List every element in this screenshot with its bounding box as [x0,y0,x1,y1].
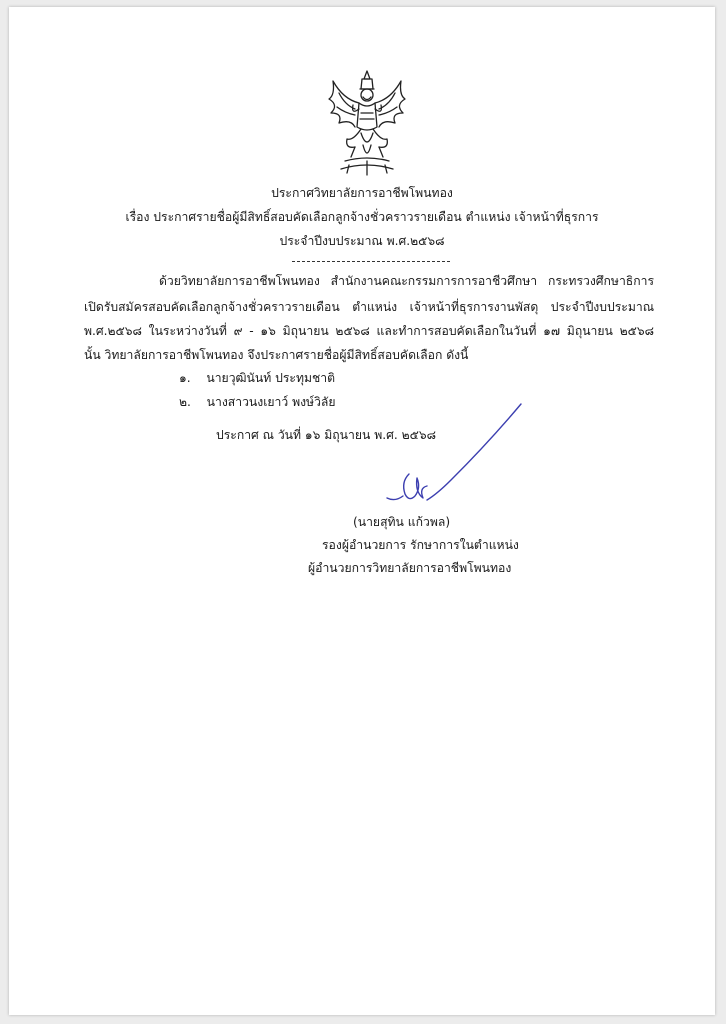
candidate-number: ๑. [179,371,191,385]
candidate-2 [179,394,336,410]
announcement-title: ประกาศวิทยาลัยการอาชีพโพนทอง [271,186,453,200]
fiscal-year: ประจำปีงบประมาณ พ.ศ.๒๕๖๘ [279,234,445,248]
body-line-4: นั้น วิทยาลัยการอาชีพโพนทอง จึงประกาศรายชื่อผู้มีสิทธิ์สอบคัดเลือก ดังนี้ [84,348,469,362]
body-line-2: เปิดรับสมัครสอบคัดเลือกลูกจ้างชั่วคราวรายเดือน ตำแหน่ง เจ้าหน้าที่ธุรการงานพัสดุ ประจำปีงบประมาณ [84,300,654,314]
candidate-name: นายวุฒินันท์ ประทุมชาติ [206,371,336,385]
announcement-subject: เรื่อง ประกาศรายชื่อผู้มีสิทธิ์สอบคัดเลือกลูกจ้างชั่วคราวรายเดือน ตำแหน่ง เจ้าหน้าที่ธุรการ [125,210,599,224]
document-page [9,7,715,1015]
signatory-name: (นายสุทิน แก้วพล) [353,515,451,529]
candidate-1 [179,370,335,386]
announcement-date: ประกาศ ณ วันที่ ๑๖ มิถุนายน พ.ศ. ๒๕๖๘ [216,428,436,442]
garuda-emblem [325,69,409,177]
candidate-number: ๒. [179,395,191,409]
body-line-3: พ.ศ.๒๕๖๘ ในระหว่างวันที่ ๙ - ๑๖ มิถุนายน ๒๕๖๘ และทำการสอบคัดเลือกในวันที่ ๑๗ มิถุนายน ๒๕๖๘ [84,324,654,338]
handwritten-signature [379,402,539,512]
signatory-title: ผู้อำนวยการวิทยาลัยการอาชีพโพนทอง [308,561,512,575]
title-divider [292,261,450,262]
signatory-position: รองผู้อำนวยการ รักษาการในตำแหน่ง [322,538,519,552]
body-line-1: ด้วยวิทยาลัยการอาชีพโพนทอง สำนักงานคณะกรรมการการอาชีวศึกษา กระทรวงศึกษาธิการ [159,274,654,288]
candidate-name: นางสาวนงเยาว์ พงษ์วิลัย [206,395,336,409]
